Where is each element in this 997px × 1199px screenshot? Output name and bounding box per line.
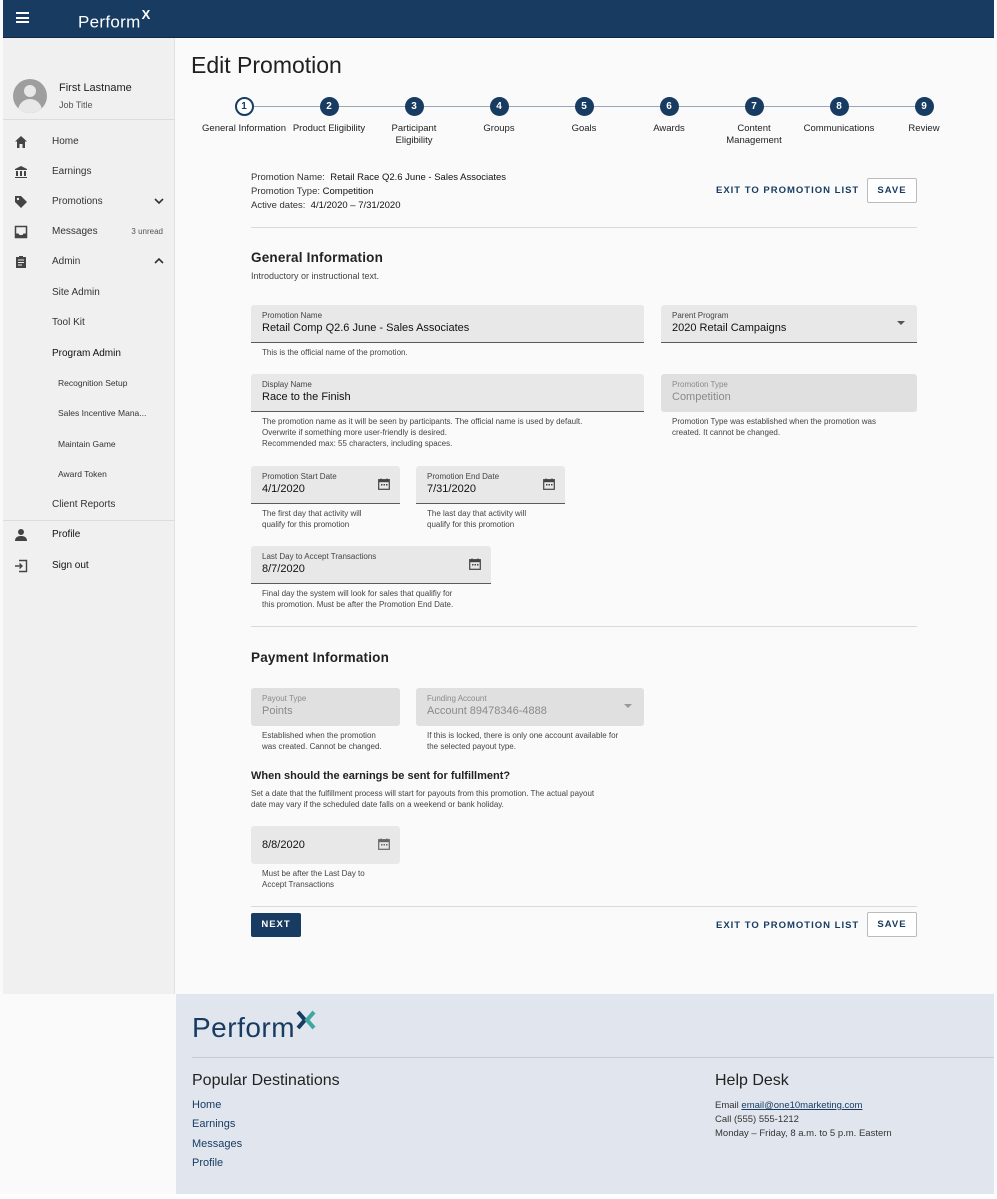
general-information-subtitle: Introductory or instructional text.	[251, 271, 380, 281]
step-1[interactable]	[202, 97, 286, 135]
calendar-icon[interactable]	[469, 558, 481, 570]
save-button-bottom[interactable]: SAVE	[867, 912, 917, 937]
end-date-helper: The last day that activity will qualify for this promotion	[427, 509, 527, 529]
step-label: Groups	[483, 123, 515, 134]
user-title: Job Title	[59, 100, 93, 110]
sidebar-item-earnings[interactable]	[3, 157, 175, 187]
footer-logo	[192, 1012, 316, 1044]
field-label: Promotion Start Date	[262, 472, 337, 481]
step-number: 1	[235, 97, 254, 116]
field-label: Payout Type	[262, 694, 307, 703]
divider	[251, 227, 917, 228]
field-value[interactable]: 8/7/2020	[262, 563, 305, 575]
bank-icon	[14, 165, 28, 179]
field-label: Display Name	[262, 380, 312, 389]
footer-link-home[interactable]: Home	[192, 1099, 222, 1111]
clipboard-icon	[14, 255, 28, 269]
logo-mark: X	[141, 7, 151, 22]
sidebar-item-label: Recognition Setup	[58, 378, 128, 388]
last-day-helper: Final day the system will look for sales that qualifiy for this promotion. Must be after the Promotion End Date.	[262, 589, 454, 609]
field-value: Account 89478346-4888	[427, 705, 547, 717]
sidebar-item-label: Site Admin	[52, 287, 100, 298]
summary-dates: Active dates: 4/1/2020 – 7/31/2020	[251, 200, 401, 211]
sidebar-item-label: Earnings	[52, 166, 92, 177]
sidebar-item-client-reports[interactable]	[3, 490, 175, 520]
person-icon	[14, 528, 28, 542]
field-value: Competition	[672, 391, 731, 403]
promotion-name-field[interactable]	[251, 305, 644, 343]
calendar-icon[interactable]	[378, 478, 390, 490]
help-hours: Monday – Friday, 8 a.m. to 5 p.m. Eastern	[715, 1128, 892, 1139]
promotion-type-field	[661, 374, 917, 412]
field-value[interactable]: 7/31/2020	[427, 483, 476, 495]
help-desk-title: Help Desk	[715, 1072, 789, 1089]
help-email: Email email@one10marketing.com	[715, 1100, 863, 1111]
step-number: 6	[660, 97, 679, 116]
step-number: 7	[745, 97, 764, 116]
step-label: Participant Eligibility	[391, 123, 437, 146]
sidebar-item-label: Tool Kit	[52, 317, 85, 328]
step-label: Content Management	[726, 123, 782, 146]
page-title: Edit Promotion	[191, 52, 342, 78]
promotion-start-date-field[interactable]	[251, 466, 400, 504]
sidebar-item-admin[interactable]	[3, 247, 175, 277]
sidebar-item-label: Profile	[52, 529, 81, 540]
step-5[interactable]	[542, 97, 626, 135]
sidebar-item-tool-kit[interactable]	[3, 308, 175, 338]
summary-type: Promotion Type: Competition	[251, 186, 374, 197]
sidebar-item-label: Maintain Game	[58, 439, 116, 449]
last-day-transactions-field[interactable]	[251, 546, 491, 584]
sidebar-item-profile[interactable]	[3, 520, 175, 550]
step-label: Awards	[653, 123, 685, 134]
payout-type-helper: Established when the promotion was created. Cannot be changed.	[262, 731, 382, 751]
help-email-link[interactable]: email@one10marketing.com	[741, 1100, 863, 1111]
payout-type-field	[251, 688, 400, 726]
exit-to-promotion-list-button[interactable]: EXIT TO PROMOTION LIST	[716, 185, 860, 196]
sidebar-item-program-admin[interactable]	[3, 339, 175, 369]
step-4[interactable]	[457, 97, 541, 135]
step-number: 4	[490, 97, 509, 116]
sidebar-item-sign-out[interactable]	[3, 551, 175, 581]
promotion-type-helper: Promotion Type was established when the promotion was created. It cannot be changed.	[672, 417, 876, 437]
step-number: 8	[830, 97, 849, 116]
footer-link-profile[interactable]: Profile	[192, 1157, 224, 1169]
chevron-up-icon	[153, 255, 165, 267]
field-value: Points	[262, 705, 293, 717]
funding-account-select	[416, 688, 644, 726]
save-button[interactable]: SAVE	[867, 178, 917, 203]
calendar-icon[interactable]	[378, 838, 390, 850]
sidebar-item-label: Client Reports	[52, 499, 116, 510]
promotion-end-date-field[interactable]	[416, 466, 565, 504]
tag-icon	[14, 195, 28, 209]
field-label: Promotion Name	[262, 311, 323, 320]
sidebar-item-maintain-game[interactable]	[3, 429, 175, 459]
step-number: 2	[320, 97, 339, 116]
step-6[interactable]	[627, 97, 711, 135]
step-label: Review	[908, 123, 940, 134]
step-number: 5	[575, 97, 594, 116]
step-label: General Information	[202, 123, 286, 134]
sidebar-item-label: Admin	[52, 256, 81, 267]
sidebar-item-label: Promotions	[52, 196, 103, 207]
sidebar-item-label: Program Admin	[52, 348, 121, 359]
parent-program-select[interactable]	[661, 305, 917, 343]
funding-account-helper: If this is locked, there is only one account available for the selected payout type.	[427, 731, 619, 751]
general-information-title: General Information	[251, 250, 384, 265]
display-name-helper: The promotion name as it will be seen by participants. The official name is used by default. Overwrite if something more user-friendly is desired. Recommended max: 55 characters, including spaces.	[262, 417, 583, 448]
footer-divider	[192, 1057, 994, 1058]
app-logo[interactable]	[78, 9, 151, 33]
field-label: Parent Program	[672, 311, 729, 320]
field-value[interactable]: 8/8/2020	[262, 839, 305, 851]
step-7[interactable]	[712, 97, 796, 147]
display-name-field[interactable]	[251, 374, 644, 412]
step-9[interactable]	[882, 97, 966, 135]
logo-x-icon	[296, 1010, 316, 1030]
field-value: 2020 Retail Campaigns	[672, 322, 787, 334]
field-label: Last Day to Accept Transactions	[262, 552, 377, 561]
field-label: Promotion End Date	[427, 472, 500, 481]
sidebar-item-messages[interactable]	[3, 217, 175, 247]
promotion-name-helper: This is the official name of the promotion.	[262, 348, 408, 357]
step-label: Goals	[571, 123, 597, 134]
step-label: Product Eligibility	[292, 123, 366, 134]
sidebar-item-recognition-setup[interactable]	[3, 368, 175, 398]
next-button[interactable]: NEXT	[251, 913, 301, 937]
fulfillment-description: Set a date that the fulfillment process will start for payouts from this promotion. The actual payout date may vary if the scheduled date falls on a weekend or bank holiday.	[251, 789, 595, 809]
sidebar-item-home[interactable]	[3, 127, 175, 157]
help-phone: Call (555) 555-1212	[715, 1114, 799, 1125]
payment-information-title: Payment Information	[251, 650, 390, 665]
menu-icon[interactable]	[16, 12, 29, 23]
logo-text: Perform	[78, 12, 141, 32]
avatar	[13, 79, 47, 113]
sidebar	[3, 38, 175, 994]
exit-to-promotion-list-button-bottom[interactable]: EXIT TO PROMOTION LIST	[716, 920, 860, 931]
chevron-down-icon	[153, 195, 165, 207]
sidebar-item-label: Home	[52, 136, 79, 147]
sidebar-item-label: Messages	[52, 226, 98, 237]
inbox-icon	[14, 225, 28, 239]
sign-out-icon	[14, 559, 28, 573]
fulfillment-question: When should the earnings be sent for fulfillment?	[251, 770, 511, 782]
sidebar-item-sales-incentive[interactable]	[3, 398, 175, 428]
footer-link-messages[interactable]: Messages	[192, 1138, 243, 1150]
dropdown-arrow-icon	[897, 321, 905, 325]
divider	[251, 906, 917, 907]
field-label: Promotion Type	[672, 380, 728, 389]
sidebar-item-label: Award Token	[58, 469, 107, 479]
step-3[interactable]	[372, 97, 456, 147]
fulfillment-date-field[interactable]	[251, 826, 400, 864]
bottom-strip	[0, 1194, 997, 1199]
field-label: Funding Account	[427, 694, 487, 703]
home-icon	[14, 135, 28, 149]
divider	[251, 626, 917, 627]
dropdown-arrow-icon	[624, 704, 632, 708]
sidebar-item-label: Sign out	[52, 560, 89, 571]
footer-link-earnings[interactable]: Earnings	[192, 1118, 236, 1130]
field-value[interactable]: Retail Comp Q2.6 June - Sales Associates	[262, 322, 470, 334]
user-name: First Lastname	[59, 82, 132, 94]
field-value[interactable]: Race to the Finish	[262, 391, 351, 403]
field-value[interactable]: 4/1/2020	[262, 483, 305, 495]
sidebar-item-award-token[interactable]	[3, 459, 175, 489]
sidebar-item-site-admin[interactable]	[3, 278, 175, 308]
step-2[interactable]	[287, 97, 371, 135]
popular-destinations-title: Popular Destinations	[192, 1072, 340, 1089]
step-label: Communications	[803, 123, 875, 134]
footer	[176, 994, 994, 1194]
promotion-summary	[251, 171, 506, 213]
user-card	[3, 38, 175, 120]
step-number: 9	[915, 97, 934, 116]
step-8[interactable]	[797, 97, 881, 135]
summary-name: Promotion Name: Retail Race Q2.6 June - Sales Associates	[251, 172, 507, 183]
step-number: 3	[405, 97, 424, 116]
fulfillment-date-helper: Must be after the Last Day to Accept Transactions	[262, 869, 365, 889]
start-date-helper: The first day that activity will qualify for this promotion	[262, 509, 362, 529]
calendar-icon[interactable]	[543, 478, 555, 490]
sidebar-item-label: Sales Incentive Mana...	[58, 408, 147, 418]
sidebar-item-promotions[interactable]	[3, 187, 175, 217]
footer-logo-text: Perform	[192, 1012, 296, 1043]
top-app-bar	[3, 0, 994, 38]
unread-count: 3 unread	[131, 227, 163, 236]
